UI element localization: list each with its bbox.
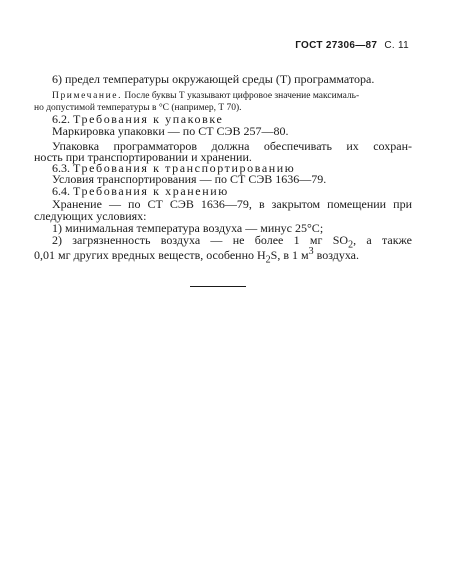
standard-number: ГОСТ 27306—87 — [295, 40, 378, 51]
note-label: Примечание. — [52, 91, 123, 101]
section-6-4-heading — [52, 184, 412, 198]
section-6-2-p1: Маркировка упаковки — по СТ СЭВ 257—80. — [52, 124, 289, 138]
end-divider — [190, 286, 246, 287]
section-6-4-p1-line-1: Хранение — по СТ СЭВ 1636—79, в закрытом помещении при — [52, 197, 412, 211]
condition-2-line-2: 0,01 мг других вредных веществ, особенно $H_2S$, в 1 $м^3$ воздуха. — [34, 246, 359, 266]
section-6-4-p1-line-2: следующих условиях: — [34, 209, 147, 223]
section-6-2-p2-line-2: ность при транспортировании и хранении. — [34, 150, 252, 164]
note-text-1: После буквы Т указывают цифровое значение максималь- — [124, 91, 360, 101]
section-6-2-p2-line-1: Упаковка программаторов должна обеспечивать их сохран- — [52, 139, 412, 153]
section-number: 6.2. — [52, 112, 70, 126]
note-line-2: но допустимой температуры в °С (например, Т 70). — [34, 103, 242, 113]
section-number: 6.4. — [52, 184, 70, 198]
page-number: С. 11 — [384, 40, 409, 51]
section-title: Требования к транспортированию — [73, 161, 296, 175]
item-6: 6) предел температуры окружающей среды (Т) программатора. — [52, 72, 375, 86]
note-line-1 — [52, 91, 412, 102]
section-number: 6.3. — [52, 161, 70, 175]
section-title: Требования к упаковке — [73, 112, 224, 126]
section-6-3-p1: Условия транспортирования — по СТ СЭВ 1636—79. — [52, 172, 327, 186]
condition-1: 1) минимальная температура воздуха — минус 25°С; — [52, 221, 324, 235]
section-title: Требования к хранению — [73, 184, 229, 198]
condition-2-line-1: 2) загрязненность воздуха — не более 1 мг $SO_2$, а также — [52, 233, 412, 251]
page-header — [295, 40, 409, 51]
